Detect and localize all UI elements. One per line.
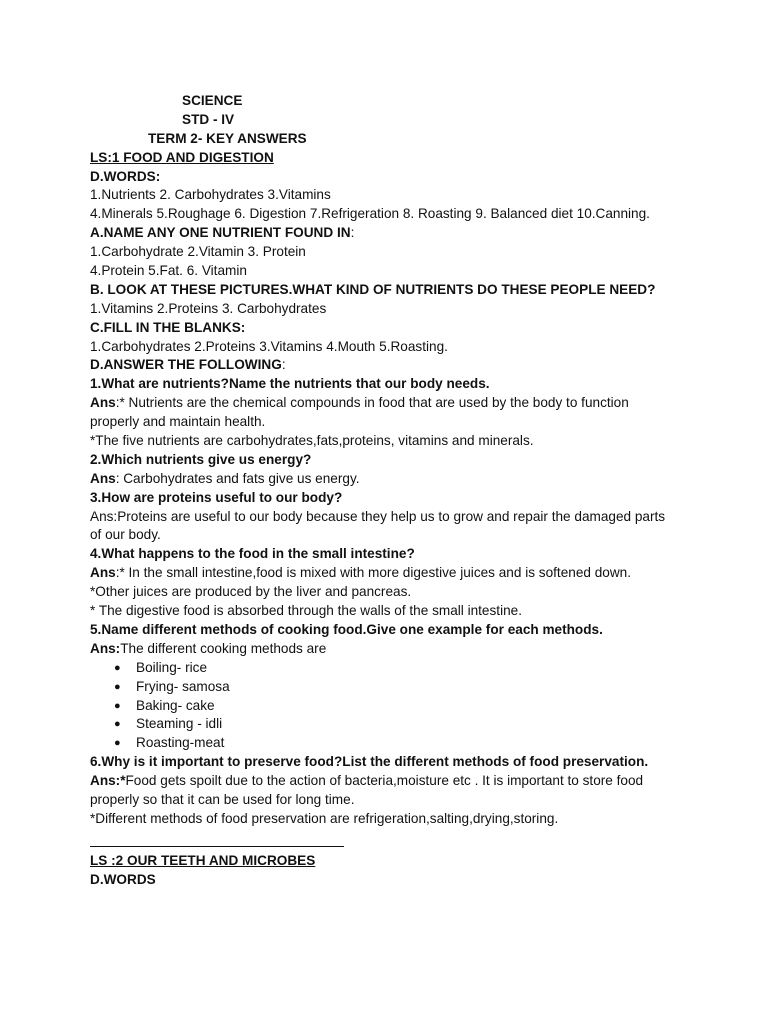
words-line-2: 4.Minerals 5.Roughage 6. Digestion 7.Refrigeration 8. Roasting 9. Balanced diet 10.Canning. bbox=[90, 206, 650, 222]
answer-1-text: :* Nutrients are the chemical compounds in food that are used by the body to function bbox=[115, 395, 629, 411]
list-item bbox=[90, 734, 690, 753]
blanks-line: 1.Carbohydrates 2.Proteins 3.Vitamins 4.Mouth 5.Roasting. bbox=[90, 338, 448, 354]
nutrient-heading: A.NAME ANY ONE NUTRIENT FOUND IN bbox=[90, 225, 351, 241]
answer-4-line-3: * The digestive food is absorbed through the walls of the small intestine. bbox=[90, 603, 522, 619]
bullet-icon: ● bbox=[114, 699, 121, 712]
answer-2-text: : Carbohydrates and fats give us energy. bbox=[115, 470, 360, 486]
nutrient-line-2: 4.Protein 5.Fat. 6. Vitamin bbox=[90, 263, 247, 279]
answer-heading-colon: : bbox=[281, 357, 286, 373]
ls2-words-heading: D.WORDS bbox=[90, 871, 156, 887]
subject-title: SCIENCE bbox=[182, 93, 243, 108]
ls1-title: LS:1 FOOD AND DIGESTION bbox=[90, 149, 274, 165]
list-item bbox=[90, 659, 690, 678]
list-item-text: Boiling- rice bbox=[136, 659, 208, 675]
list-item-text: Baking- cake bbox=[136, 697, 215, 713]
std-title: STD - IV bbox=[182, 111, 235, 127]
list-item bbox=[90, 715, 690, 734]
answer-heading: D.ANSWER THE FOLLOWING bbox=[90, 357, 282, 373]
answer-1-line-2: properly and maintain health. bbox=[90, 414, 266, 430]
blanks-heading: C.FILL IN THE BLANKS: bbox=[90, 319, 246, 335]
answer-5-label: Ans: bbox=[90, 640, 121, 656]
answer-6-line-2: properly so that it can be used for long time. bbox=[90, 791, 355, 807]
answer-4-label: Ans bbox=[90, 565, 116, 581]
list-item-text: Frying- samosa bbox=[136, 678, 230, 694]
bullet-icon: ● bbox=[114, 737, 121, 750]
answer-4-line-1 bbox=[90, 564, 690, 583]
answer-4-text: :* In the small intestine,food is mixed with more digestive juices and is softened down. bbox=[115, 565, 632, 581]
answer-2-label: Ans bbox=[90, 470, 116, 486]
answer-1-line-3: *The five nutrients are carbohydrates,fats,proteins, vitamins and minerals. bbox=[90, 433, 534, 449]
answer-1-label: Ans bbox=[90, 395, 116, 411]
bullet-icon: ● bbox=[114, 680, 121, 693]
section-divider bbox=[90, 846, 344, 847]
nutrient-heading-colon: : bbox=[350, 225, 355, 241]
answer-3-line-1: Ans:Proteins are useful to our body because they help us to grow and repair the damaged parts bbox=[90, 508, 666, 524]
answer-4-line-2: *Other juices are produced by the liver and pancreas. bbox=[90, 584, 412, 600]
pictures-heading: B. LOOK AT THESE PICTURES.WHAT KIND OF NUTRIENTS DO THESE PEOPLE NEED? bbox=[90, 281, 656, 297]
answer-6-label: Ans:* bbox=[90, 773, 126, 789]
document-page bbox=[90, 92, 690, 890]
answer-5-text: The different cooking methods are bbox=[120, 640, 327, 656]
question-5: 5.Name different methods of cooking food.Give one example for each methods. bbox=[90, 621, 603, 637]
pictures-line: 1.Vitamins 2.Proteins 3. Carbohydrates bbox=[90, 300, 327, 316]
question-4: 4.What happens to the food in the small intestine? bbox=[90, 546, 415, 562]
answer-6-line-1 bbox=[90, 772, 690, 791]
answer-5-line-1 bbox=[90, 640, 690, 659]
answer-6-line-3: *Different methods of food preservation are refrigeration,salting,drying,storing. bbox=[90, 810, 559, 826]
term-title: TERM 2- KEY ANSWERS bbox=[148, 130, 307, 146]
question-2: 2.Which nutrients give us energy? bbox=[90, 451, 312, 467]
answer-6-text: Food gets spoilt due to the action of bacteria,moisture etc . It is important to store food bbox=[125, 773, 644, 789]
cooking-methods-list bbox=[90, 659, 690, 753]
question-1: 1.What are nutrients?Name the nutrients that our body needs. bbox=[90, 376, 490, 392]
answer-3-line-2: of our body. bbox=[90, 527, 161, 543]
list-item bbox=[90, 678, 690, 697]
answer-2-line-1 bbox=[90, 470, 690, 489]
words-line-1: 1.Nutrients 2. Carbohydrates 3.Vitamins bbox=[90, 187, 331, 203]
nutrient-line-1: 1.Carbohydrate 2.Vitamin 3. Protein bbox=[90, 244, 306, 260]
nutrient-heading-line bbox=[90, 224, 690, 243]
answer-1-line-1 bbox=[90, 394, 690, 413]
list-item bbox=[90, 697, 690, 716]
bullet-icon: ● bbox=[114, 661, 121, 674]
answer-heading-line bbox=[90, 356, 690, 375]
question-6: 6.Why is it important to preserve food?List the different methods of food preservation. bbox=[90, 754, 649, 770]
list-item-text: Steaming - idli bbox=[136, 716, 223, 732]
list-item-text: Roasting-meat bbox=[136, 735, 225, 751]
ls2-title: LS :2 OUR TEETH AND MICROBES bbox=[90, 852, 316, 868]
question-3: 3.How are proteins useful to our body? bbox=[90, 489, 343, 505]
words-heading: D.WORDS: bbox=[90, 168, 161, 184]
bullet-icon: ● bbox=[114, 718, 121, 731]
